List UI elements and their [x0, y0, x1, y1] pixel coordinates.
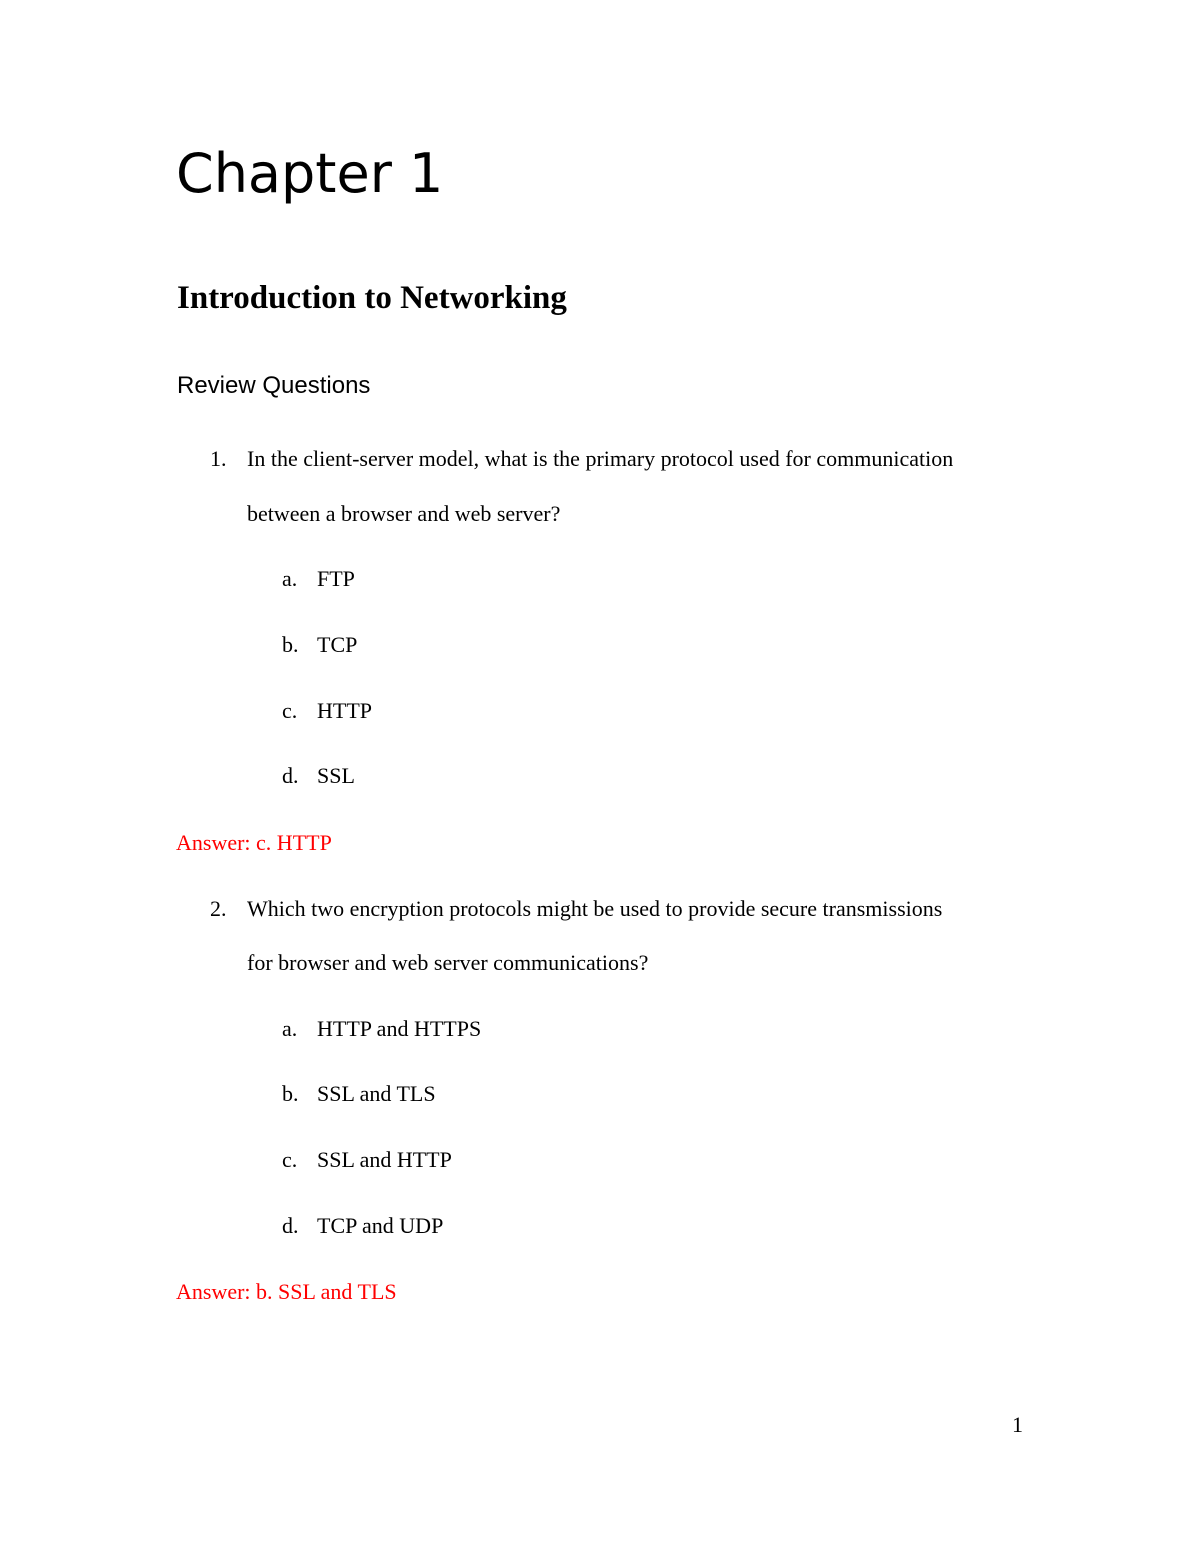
- option-letter: b.: [282, 1081, 299, 1106]
- question-text-line: In the client-server model, what is the primary protocol used for communication: [247, 446, 954, 471]
- page-number: 1: [1012, 1412, 1023, 1437]
- question-text-line: for browser and web server communications?: [247, 950, 649, 975]
- option-letter: a.: [282, 566, 298, 591]
- option-letter: c.: [282, 698, 298, 723]
- option-text: SSL: [317, 763, 355, 788]
- option-text: TCP: [317, 632, 358, 657]
- question-number: 2.: [210, 896, 227, 921]
- option-letter: d.: [282, 1213, 299, 1238]
- option-letter: b.: [282, 632, 299, 657]
- answer-text: Answer: b. SSL and TLS: [176, 1279, 397, 1304]
- section-title: Introduction to Networking: [177, 280, 567, 316]
- option-text: SSL and TLS: [317, 1081, 436, 1106]
- option-text: TCP and UDP: [317, 1213, 444, 1238]
- question-number: 1.: [210, 446, 227, 471]
- option-text: SSL and HTTP: [317, 1147, 452, 1172]
- option-letter: c.: [282, 1147, 298, 1172]
- option-letter: d.: [282, 763, 299, 788]
- review-questions-heading: Review Questions: [177, 372, 371, 399]
- option-text: HTTP: [317, 698, 372, 723]
- answer-text: Answer: c. HTTP: [176, 830, 332, 855]
- option-text: FTP: [317, 566, 355, 591]
- option-text: HTTP and HTTPS: [317, 1016, 482, 1041]
- option-letter: a.: [282, 1016, 298, 1041]
- question-text-line: Which two encryption protocols might be used to provide secure transmissions: [247, 896, 943, 921]
- question-text-line: between a browser and web server?: [247, 501, 561, 526]
- chapter-title: Chapter 1: [176, 142, 444, 205]
